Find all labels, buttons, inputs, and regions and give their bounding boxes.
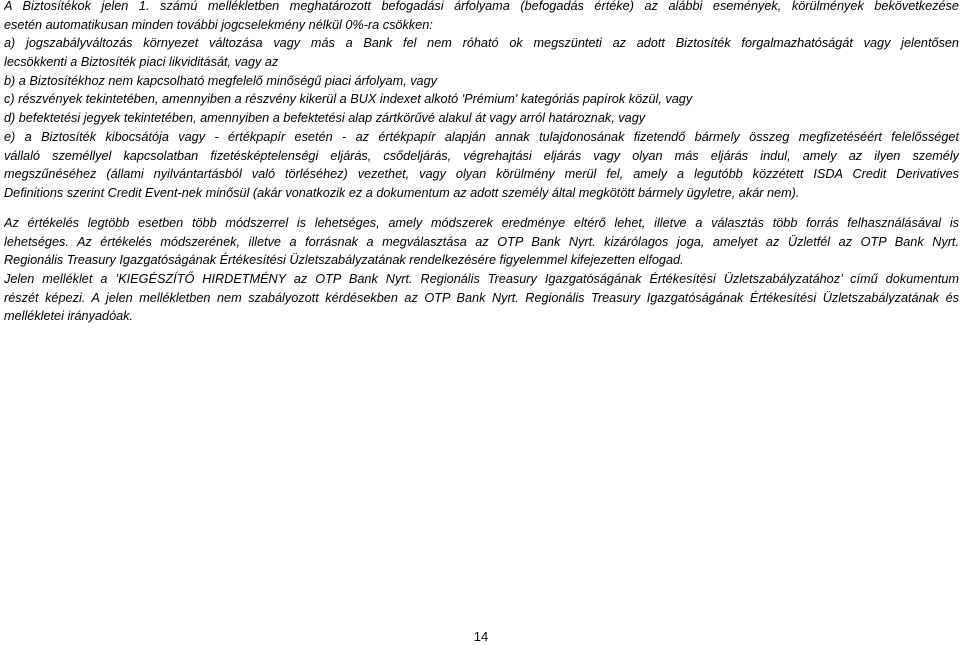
text-line: lecsökkenti a Biztosíték piaci likviditását, vagy az <box>4 55 279 70</box>
text-line: esetén automatikusan minden további jogcselekmény nélkül 0%-ra csökken: <box>4 17 433 32</box>
collateral-conditions-paragraph <box>4 0 959 203</box>
text-line: lehetséges. Az értékelés módszerének, illetve a forrásnak a megválasztása az OTP Bank Nyrt. kizárólagos joga, amelyet az Üzletfél az OTP Bank Nyrt. <box>4 234 959 249</box>
text-line: A Biztosítékok jelen 1. számú mellékletben meghatározott befogadási árfolyama (befogadás értéke) az alábbi események, körülmények bekövetkezése <box>4 0 959 13</box>
text-line: b) a Biztosítékhoz nem kapcsolható megfelelő minőségű piaci árfolyam, vagy <box>4 73 438 88</box>
text-line: a) jogszabályváltozás környezet változása vagy más a Bank fel nem róható ok megszünteti az adott Biztosíték forgalmazhatóságát vagy jelentősen <box>4 36 959 51</box>
text-line: Az értékelés legtöbb esetben több módszerrel is lehetséges, amely módszerek eredménye eltérő lehet, illetve a választás több forrás felhasználásával is <box>4 216 959 230</box>
text-line: e) a Biztosíték kibocsátója vagy - értékpapír esetén - az értékpapír alapján annak tulajdonosának fizetendő bármely összeg megfizetéséért felelősséget <box>4 129 959 144</box>
text-line: d) befektetési jegyek tekintetében, amennyiben a befektetési alap zártkörűvé alakul át vagy arról határoznak, vagy <box>4 111 646 126</box>
text-line: Regionális Treasury Igazgatóságának Értékesítési Üzletszabályzatának rendelkezésére figyelemmel kifejezetten elfogad. <box>4 253 684 268</box>
text-line: Definitions szerint Credit Event-nek minősül (akár vonatkozik ez a dokumentum az adott személy által megkötött bármely ügyletre, akár nem). <box>4 185 800 200</box>
text-line: mellékletei irányadóak. <box>4 309 134 324</box>
valuation-paragraph <box>4 214 959 326</box>
text-line: c) részvények tekintetében, amennyiben a részvény kikerül a BUX indexet alkotó 'Prémium' kategóriás papírok közül, vagy <box>4 92 693 107</box>
text-line: megszűnéséhez (állami nyilvántartásból való törléséhez) vezethet, vagy olyan körülmény merül fel, amely a legutóbb közzétett ISDA Credit Derivatives <box>4 167 959 182</box>
text-line: vállaló személlyel kapcsolatban fizetésképtelenségi eljárás, csődeljárás, végrehajtási eljárás vagy olyan más eljárás indul, amely az ilyen személy <box>4 148 959 163</box>
page-number-text: 14 <box>473 629 489 644</box>
text-line: Jelen melléklet a ’KIEGÉSZÍTŐ HIRDETMÉNY az OTP Bank Nyrt. Regionális Treasury Igazgatóságának Értékesítési Üzletszabályzatához’ című dokumentum <box>4 272 959 287</box>
page-number <box>0 629 960 645</box>
text-line: részét képezi. A jelen mellékletben nem szabályozott kérdésekben az OTP Bank Nyrt. Regionális Treasury Igazgatóságának Értékesítési Üzletszabályzatának és <box>4 290 959 305</box>
